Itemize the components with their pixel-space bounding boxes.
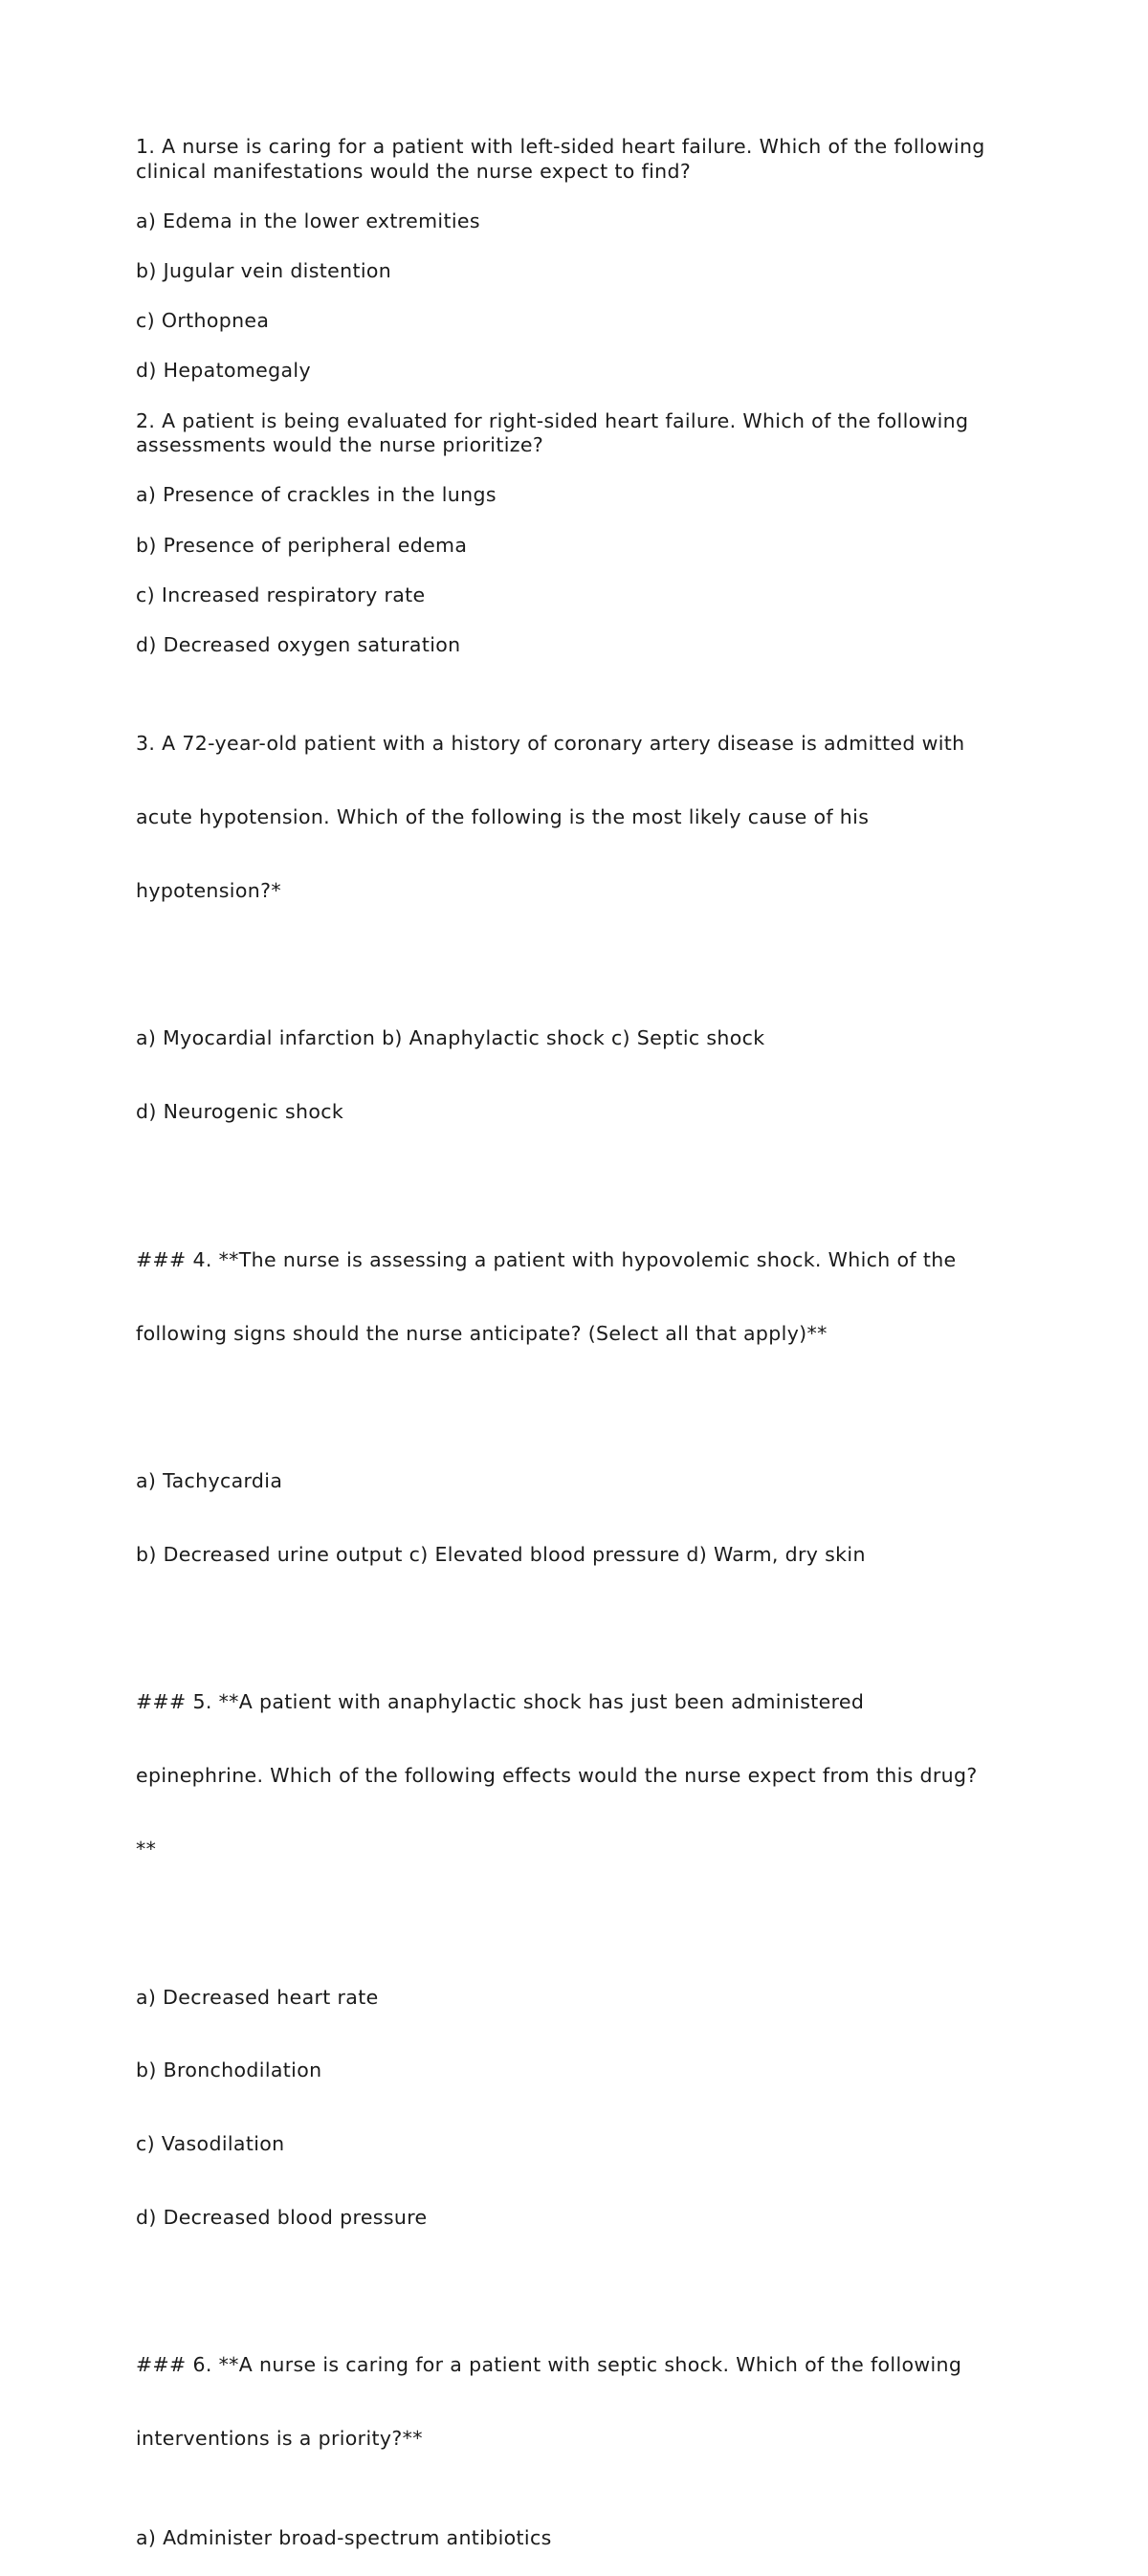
question-2-option-a: a) Presence of crackles in the lungs [136, 483, 497, 507]
question-5-option-b: b) Bronchodilation [136, 2059, 322, 2082]
question-4-stem [136, 1200, 1006, 1396]
question-6-stem [136, 2304, 1006, 2500]
question-3-stem [136, 683, 1006, 953]
question-6-stem-line-1: ### 6. **A nurse is caring for a patient with septic shock. Which of the following [136, 2353, 962, 2377]
question-4-options-line-1: a) Tachycardia [136, 1469, 283, 1493]
question-5-stem-line-2: epinephrine. Which of the following effects would the nurse expect from this drug? [136, 1764, 978, 1788]
question-4-stem-line-1: ### 4. **The nurse is assessing a patient with hypovolemic shock. Which of the [136, 1247, 957, 1271]
question-2-stem: 2. A patient is being evaluated for right-sided heart failure. Which of the following assessments would the nurse prioritize? [136, 408, 976, 457]
question-5-stem-line-3: ** [136, 1837, 157, 1860]
question-5-option-c: c) Vasodilation [136, 2132, 285, 2156]
question-1-stem: 1. A nurse is caring for a patient with left-sided heart failure. Which of the following clinical manifestations would the nurse expect to find? [136, 135, 992, 183]
question-5-options [136, 1936, 1006, 2279]
question-5-option-d: d) Decreased blood pressure [136, 2205, 428, 2229]
question-3-stem-line-1: 3. A 72-year-old patient with a history of coronary artery disease is admitted with [136, 732, 965, 756]
question-6-stem-line-2: interventions is a priority?** [136, 2427, 423, 2451]
question-2-option-c: c) Increased respiratory rate [136, 583, 426, 606]
question-2-option-d: d) Decreased oxygen saturation [136, 632, 461, 656]
question-5-stem [136, 1641, 1006, 1911]
question-4-options [136, 1420, 1006, 1617]
question-1-option-a: a) Edema in the lower extremities [136, 209, 480, 232]
question-3-stem-line-2: acute hypotension. Which of the following is the most likely cause of his [136, 805, 870, 829]
question-3-stem-line-3: hypotension?* [136, 878, 281, 902]
question-3-options-line-1: a) Myocardial infarction b) Anaphylactic shock c) Septic shock [136, 1026, 765, 1050]
document-page [136, 135, 1006, 2576]
question-3-options [136, 978, 1006, 1174]
question-3-options-line-2: d) Neurogenic shock [136, 1100, 344, 1124]
question-2-option-b: b) Presence of peripheral edema [136, 533, 468, 557]
question-1-option-d: d) Hepatomegaly [136, 359, 311, 383]
question-1-option-c: c) Orthopnea [136, 309, 270, 333]
question-4-options-line-2: b) Decreased urine output c) Elevated blood pressure d) Warm, dry skin [136, 1542, 866, 1566]
question-5-option-a: a) Decreased heart rate [136, 1985, 379, 2009]
question-1-option-b: b) Jugular vein distention [136, 258, 392, 282]
question-4-stem-line-2: following signs should the nurse anticipate? (Select all that apply)** [136, 1321, 828, 1345]
question-5-stem-line-1: ### 5. **A patient with anaphylactic shock has just been administered [136, 1690, 865, 1714]
question-6-option-a: a) Administer broad-spectrum antibiotics [136, 2525, 552, 2549]
